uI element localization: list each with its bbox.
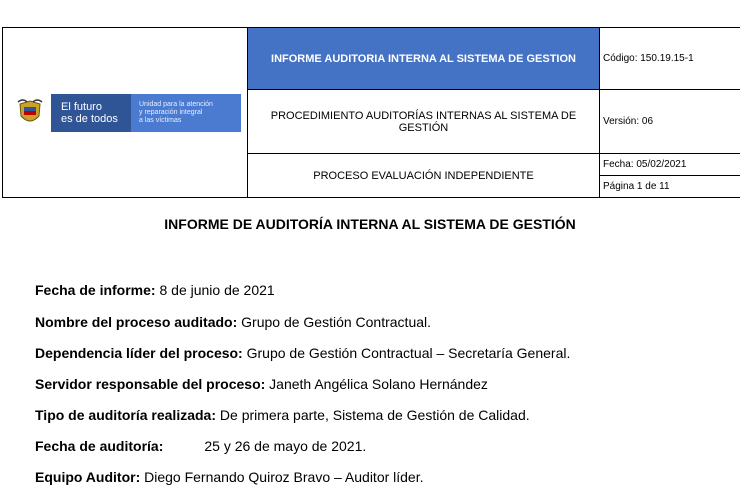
logo-sub-3: a las víctimas (139, 116, 182, 124)
field-audit-type (35, 407, 530, 423)
document-header-table (2, 27, 740, 198)
logo-line-1: El futuro (61, 100, 102, 113)
report-title-cell: INFORME AUDITORIA INTERNA AL SISTEMA DE GESTION (248, 28, 600, 90)
colombia-coat-of-arms-icon (9, 94, 51, 132)
date-page-cell (600, 154, 740, 198)
logo-slogan (51, 94, 131, 132)
field-report-date (35, 282, 275, 298)
field-value: De primera parte, Sistema de Gestión de Calidad. (216, 407, 530, 423)
field-value: Grupo de Gestión Contractual. (237, 314, 432, 330)
field-value: 25 y 26 de mayo de 2021. (204, 438, 367, 454)
field-label: Servidor responsable del proceso: (35, 376, 266, 392)
process-cell: PROCESO EVALUACIÓN INDEPENDIENTE (248, 154, 600, 198)
logo-sub-1: Unidad para la atención (139, 100, 213, 108)
field-label: Fecha de auditoría: (35, 438, 164, 454)
field-audited-process (35, 314, 431, 330)
procedure-cell: PROCEDIMIENTO AUDITORÍAS INTERNAS AL SISTEMA DE GESTIÓN (248, 90, 600, 154)
field-label: Tipo de auditoría realizada: (35, 407, 217, 423)
field-audit-team (35, 469, 424, 485)
code-cell: Código: 150.19.15-1 (600, 28, 740, 90)
date-label: Fecha: 05/02/2021 (600, 154, 740, 176)
logo-cell (3, 28, 248, 198)
field-lead-department (35, 345, 570, 361)
logo-line-2: es de todos (61, 112, 118, 125)
field-responsible-officer (35, 376, 488, 392)
version-cell: Versión: 06 (600, 90, 740, 154)
field-value: 8 de junio de 2021 (155, 282, 275, 298)
field-value: Janeth Angélica Solano Hernández (265, 376, 488, 392)
field-label: Dependencia líder del proceso: (35, 345, 243, 361)
logo-entity-name (131, 94, 241, 132)
field-value: Diego Fernando Quiroz Bravo – Auditor líder. (140, 469, 424, 485)
page-label: Página 1 de 11 (603, 181, 670, 192)
document-title: INFORME DE AUDITORÍA INTERNA AL SISTEMA DE GESTIÓN (164, 216, 576, 232)
field-label: Fecha de informe: (35, 282, 156, 298)
field-audit-date (35, 438, 366, 454)
field-label: Equipo Auditor: (35, 469, 141, 485)
entity-logo (9, 94, 247, 132)
logo-sub-2: y reparación integral (139, 108, 203, 116)
field-value: Grupo de Gestión Contractual – Secretaría General. (242, 345, 571, 361)
field-label: Nombre del proceso auditado: (35, 314, 238, 330)
